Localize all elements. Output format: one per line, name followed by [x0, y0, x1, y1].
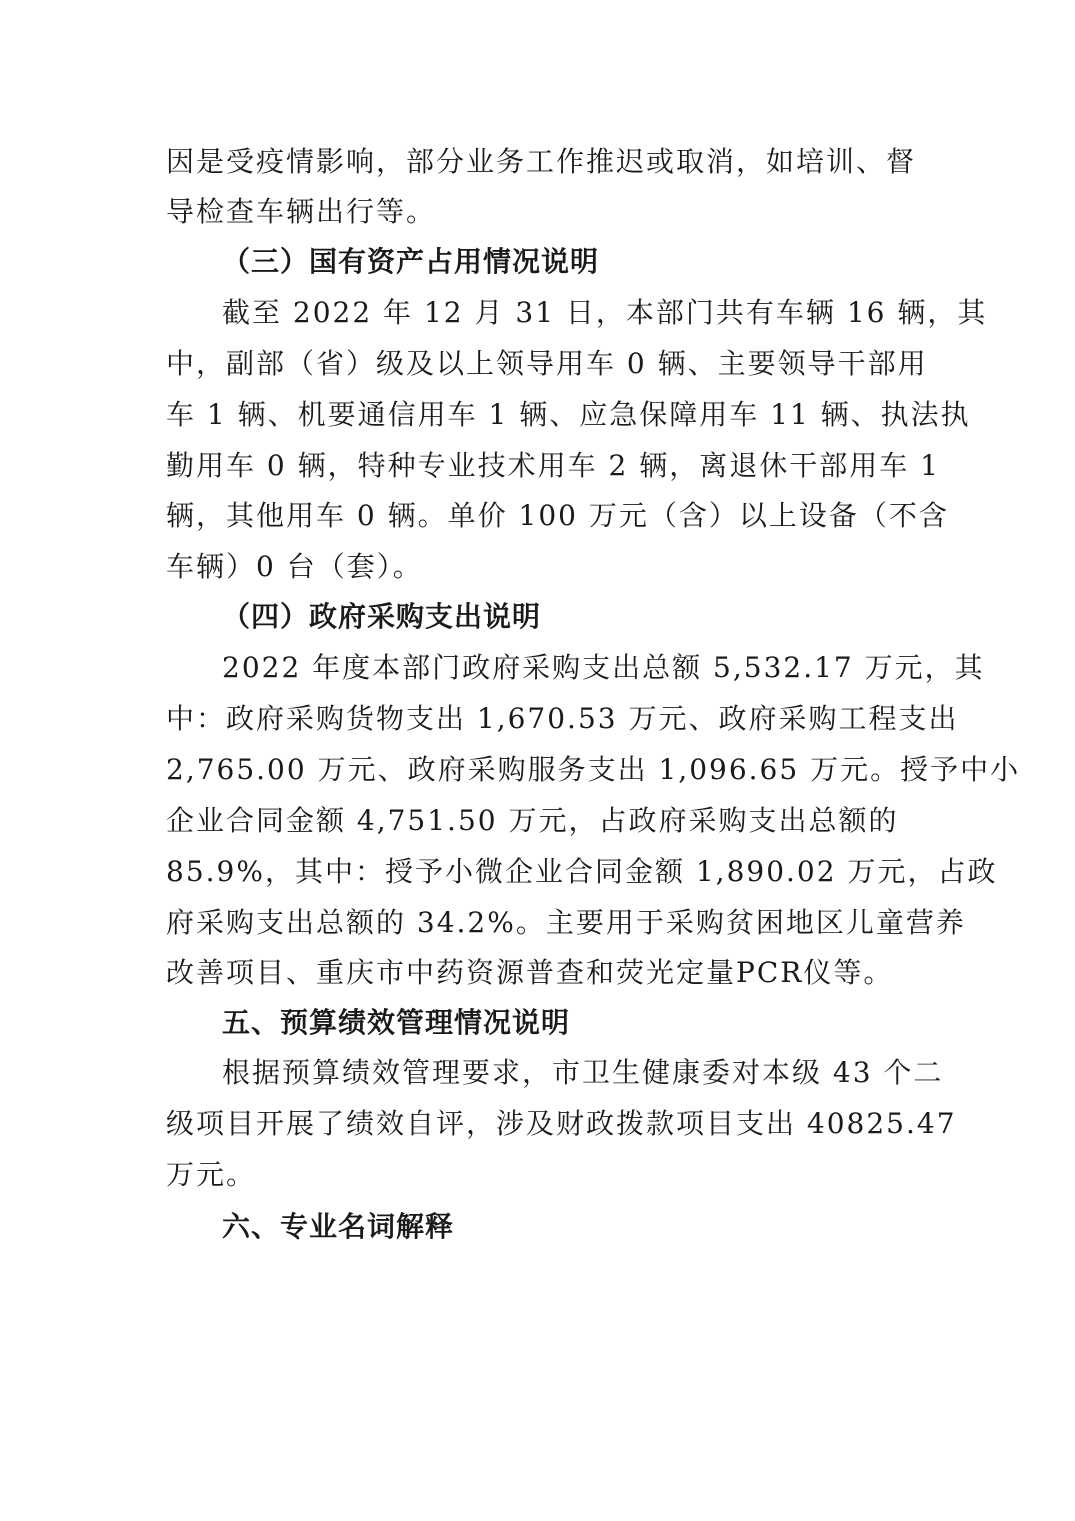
- body-text-line: 企业合同金额 4,751.50 万元，占政府采购支出总额的: [166, 804, 899, 837]
- body-text-line: 导检查车辆出行等。: [166, 195, 437, 228]
- section-heading-4: （四）政府采购支出说明: [222, 600, 542, 633]
- body-text-line: 85.9%，其中：授予小微企业合同金额 1,890.02 万元，占政: [166, 855, 998, 888]
- body-text-line: 级项目开展了绩效自评，涉及财政拨款项目支出 40825.47: [166, 1107, 957, 1140]
- body-text-line: 2,765.00 万元、政府采购服务支出 1,096.65 万元。授予中小: [166, 753, 1021, 786]
- body-text-line: 截至 2022 年 12 月 31 日，本部门共有车辆 16 辆，其: [222, 296, 988, 329]
- body-text-line: 辆，其他用车 0 辆。单价 100 万元（含）以上设备（不含: [166, 499, 949, 532]
- body-text-line: 中：政府采购货物支出 1,670.53 万元、政府采购工程支出: [166, 702, 959, 735]
- body-text-line: 府采购支出总额的 34.2%。主要用于采购贫困地区儿童营养: [166, 906, 966, 939]
- body-text-line: 车 1 辆、机要通信用车 1 辆、应急保障用车 11 辆、执法执: [166, 398, 971, 431]
- section-heading-5: 五、预算绩效管理情况说明: [222, 1006, 571, 1039]
- body-text-line: 中，副部（省）级及以上领导用车 0 辆、主要领导干部用: [166, 347, 928, 380]
- body-text-line: 2022 年度本部门政府采购支出总额 5,532.17 万元，其: [222, 651, 985, 684]
- section-heading-3: （三）国有资产占用情况说明: [222, 245, 600, 278]
- section-heading-6: 六、专业名词解释: [222, 1210, 455, 1243]
- body-text-line: 因是受疫情影响，部分业务工作推迟或取消，如培训、督: [166, 145, 917, 178]
- body-text-line: 改善项目、重庆市中药资源普查和荧光定量PCR仪等。: [166, 956, 894, 989]
- body-text-line: 车辆）0 台（套）。: [166, 550, 423, 583]
- body-text-line: 勤用车 0 辆，特种专业技术用车 2 辆，离退休干部用车 1: [166, 449, 940, 482]
- body-text-line: 万元。: [166, 1158, 257, 1191]
- body-text-line: 根据预算绩效管理要求，市卫生健康委对本级 43 个二: [222, 1056, 944, 1089]
